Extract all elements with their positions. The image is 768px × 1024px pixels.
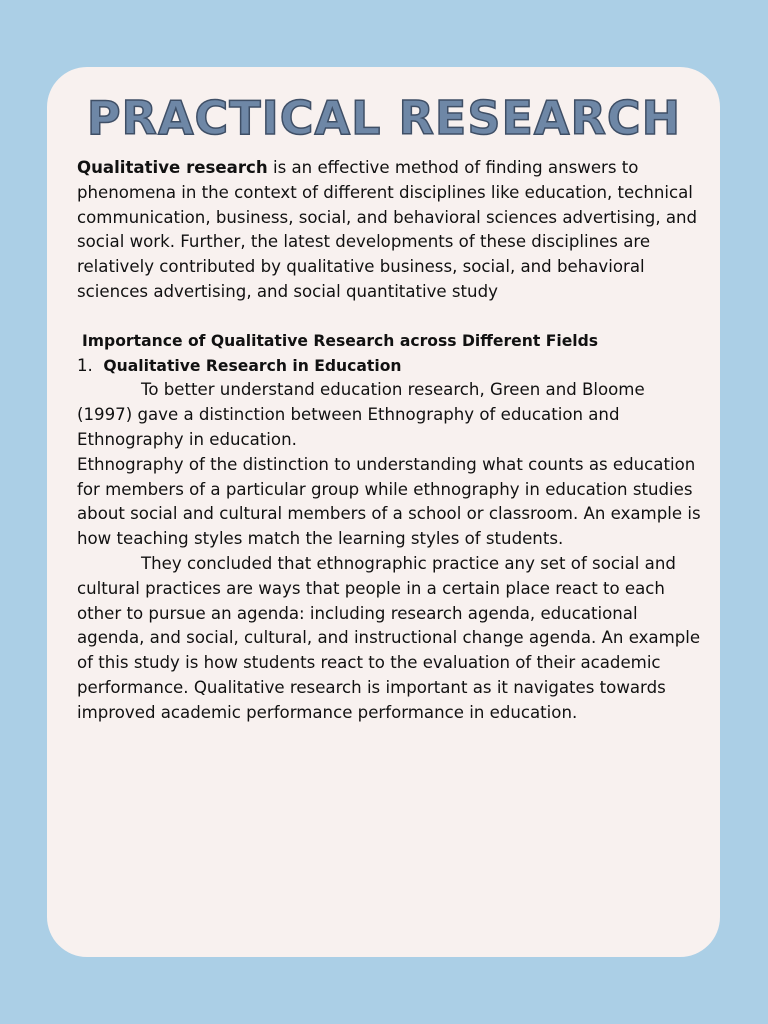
page-title: PRACTICAL RESEARCH: [86, 91, 682, 145]
body-paragraph: They concluded that ethnographic practice any set of social and cultural practices are ways that people in a certain place react to each other to pursue an agenda: including research agenda, educational agenda, and social, cultural, and instructional change agenda. An example of this study is how students react to the evaluation of their academic performance. Qualitative research is important as it navigates towards improved academic performance performance in education.: [77, 553, 701, 722]
intro-paragraph: [77, 156, 702, 305]
body-paragraph: Ethnography of the distinction to understanding what counts as education for members of a particular group while ethnography in education studies about social and cultural members of a school or classroom. An example is how teaching styles match the learning styles of students.: [77, 454, 701, 549]
intro-lead: Qualitative research: [77, 158, 268, 177]
subsection-heading: [77, 354, 702, 379]
document-body: [77, 156, 702, 726]
body-paragraph: To better understand education research, Green and Bloome (1997) gave a distinction between Ethnography of education and Ethnography in education.: [77, 380, 645, 449]
subsection-number: 1.: [77, 355, 93, 375]
intro-text: is an effective method of finding answers to phenomena in the context of different disciplines like education, technical communication, business, social, and behavioral sciences advertising, and social work. Further, the latest developments of these disciplines are relatively contributed by qualitative business, social, and behavioral sciences advertising, and social quantitative study: [77, 158, 698, 301]
section-heading: Importance of Qualitative Research across Different Fields: [82, 331, 599, 350]
subsection-label: Qualitative Research in Education: [103, 356, 402, 375]
